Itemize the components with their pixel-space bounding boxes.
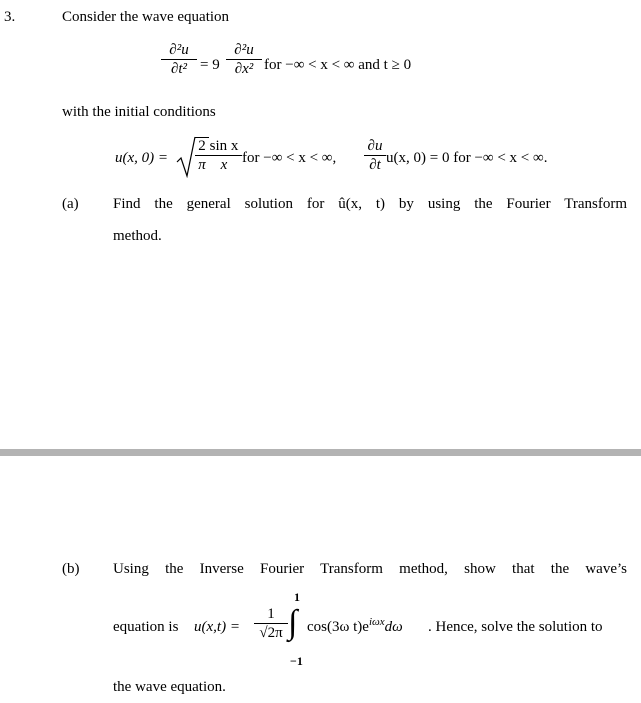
part-a-line1: Find the general solution for û(x, t) by using the Fourier Transform: [113, 196, 627, 212]
pde-rhs-denominator: ∂x²: [234, 61, 254, 77]
eq-frac-denominator: √2π: [259, 625, 283, 641]
part-b-line3: the wave equation.: [113, 679, 226, 695]
pde-rhs-numerator: ∂²u: [234, 42, 254, 58]
sin-numerator: sin x: [209, 138, 239, 154]
integrand: [307, 616, 403, 636]
pde-lhs-denominator: ∂t²: [170, 61, 188, 77]
dt-numerator: ∂u: [367, 138, 383, 154]
ic-ut-rest: u(x, 0) = 0 for −∞ < x < ∞.: [386, 150, 548, 166]
sqrt-denominator: π: [198, 157, 206, 173]
pde-lhs-numerator: ∂²u: [169, 42, 189, 58]
dt-denominator: ∂t: [369, 157, 381, 173]
integrand-text: cos(3ω t)e: [307, 619, 369, 635]
ic-domain-1: for −∞ < x < ∞,: [242, 150, 337, 166]
integral-sign-icon: ∫: [288, 604, 298, 641]
eq-u-lhs: u(x,t) =: [194, 619, 240, 635]
integral-lower-limit: −1: [290, 654, 303, 668]
eq-suffix: . Hence, solve the solution to: [428, 619, 603, 635]
pde-equals: = 9: [200, 57, 220, 73]
integral-upper-limit: 1: [294, 590, 300, 604]
pde-domain: for −∞ < x < ∞ and t ≥ 0: [264, 57, 412, 73]
section-divider: [0, 449, 641, 456]
eq-prefix: equation is: [113, 619, 179, 635]
sin-denominator: x: [220, 157, 228, 173]
ic-intro: with the initial conditions: [62, 104, 216, 120]
part-a-line2: method.: [113, 228, 162, 244]
sqrt-sign-icon: [176, 136, 196, 178]
d-omega: dω: [384, 619, 403, 635]
ic-u0-lhs: u(x, 0) =: [115, 150, 169, 166]
part-b-label: (b): [62, 561, 80, 577]
part-b-line1: Using the Inverse Fourier Transform method, show that the wave’s: [113, 561, 627, 577]
intro-text: Consider the wave equation: [62, 9, 230, 25]
part-a-label: (a): [62, 196, 79, 212]
sqrt-numerator: 2: [198, 138, 206, 154]
question-number: 3.: [4, 9, 16, 25]
exponent: iωx: [368, 616, 385, 628]
eq-frac-numerator: 1: [267, 606, 275, 622]
